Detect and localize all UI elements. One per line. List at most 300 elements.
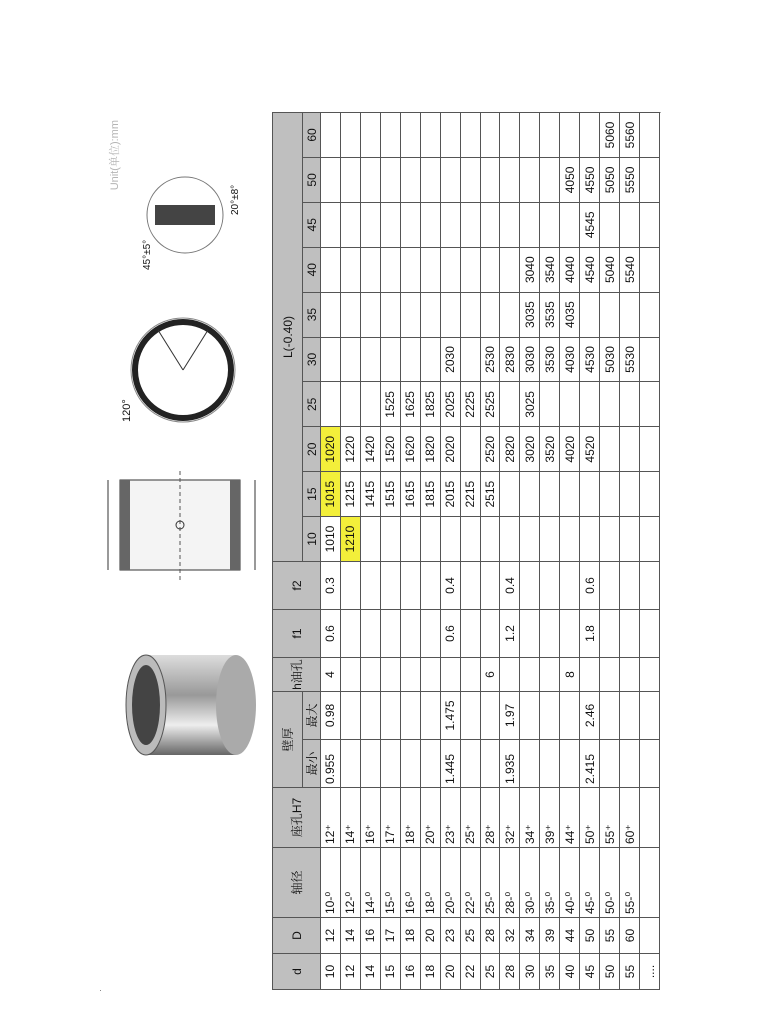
cell-L (480, 113, 500, 158)
cell-L (560, 517, 580, 562)
cell-L: 1525 (380, 382, 400, 427)
cell-L: 1420 (360, 427, 380, 472)
table-row (321, 113, 341, 990)
cell-L: 3030 (520, 337, 540, 382)
cell-L (380, 202, 400, 247)
cell-L (420, 113, 440, 158)
angle-label: 120° (121, 399, 133, 422)
cell-L (321, 382, 341, 427)
cell-L: 2520 (480, 427, 500, 472)
cell-d: 45 (580, 954, 600, 990)
cell-L: 2515 (480, 472, 500, 517)
cell-L (460, 427, 480, 472)
col-f1: f1 (273, 609, 321, 657)
cell-h (620, 657, 640, 691)
cell-d: 30 (520, 954, 540, 990)
cell-shaft: 55-⁰ (620, 848, 640, 918)
cell-wall-min: 1.935 (500, 740, 520, 788)
cell-L: 5540 (620, 247, 640, 292)
cell-L (460, 157, 480, 202)
cell-D: 20 (420, 918, 440, 954)
cell-wall-max (420, 691, 440, 739)
cell-f2 (460, 561, 480, 609)
cell-L (620, 427, 640, 472)
cell-L (460, 337, 480, 382)
table-row (480, 113, 500, 990)
cell-D: 23 (440, 918, 460, 954)
cell-L: 4550 (580, 157, 600, 202)
cell-d: 50 (600, 954, 620, 990)
col-L-35: 35 (303, 292, 321, 337)
cell-L: 2820 (500, 427, 520, 472)
cell-L: 3540 (540, 247, 560, 292)
cell-shaft: 14-⁰ (360, 848, 380, 918)
cell-D: 14 (340, 918, 360, 954)
cell-L (480, 247, 500, 292)
cell-hole: 39⁺ (540, 788, 560, 848)
cell-D (640, 918, 660, 954)
cell-L (520, 517, 540, 562)
figure-area (100, 112, 272, 990)
cell-hole: 18⁺ (400, 788, 420, 848)
cell-L (500, 202, 520, 247)
cell-L (620, 517, 640, 562)
cell-L (500, 382, 520, 427)
col-L-45: 45 (303, 202, 321, 247)
cell-L: 5530 (620, 337, 640, 382)
cell-L: 1020 (321, 427, 341, 472)
cell-d: 12 (340, 954, 360, 990)
cell-L (560, 472, 580, 517)
cell-L: 4545 (580, 202, 600, 247)
cell-L (580, 113, 600, 158)
cell-d: 20 (440, 954, 460, 990)
cell-L (480, 202, 500, 247)
cell-D: 18 (400, 918, 420, 954)
cell-L (440, 113, 460, 158)
cell-L: 2530 (480, 337, 500, 382)
cell-L (500, 517, 520, 562)
cell-L (460, 113, 480, 158)
cell-L (400, 337, 420, 382)
col-L-50: 50 (303, 157, 321, 202)
cell-L: 2015 (440, 472, 460, 517)
cell-L (640, 202, 660, 247)
cell-wall-min (520, 740, 540, 788)
cell-D: 60 (620, 918, 640, 954)
cell-d: 14 (360, 954, 380, 990)
bushing-photo (106, 625, 266, 785)
cell-L: 3040 (520, 247, 540, 292)
cell-L (321, 337, 341, 382)
chamfer-label-a: 45°±5° (142, 239, 153, 270)
cell-L (380, 157, 400, 202)
cell-wall-max (520, 691, 540, 739)
cell-wall-min (480, 740, 500, 788)
cell-D: 17 (380, 918, 400, 954)
cell-L: 1820 (420, 427, 440, 472)
cell-hole: 60⁺ (620, 788, 640, 848)
cell-L (321, 113, 341, 158)
col-L-60: 60 (303, 113, 321, 158)
cell-L (640, 472, 660, 517)
cell-D: 55 (600, 918, 620, 954)
cell-L (400, 113, 420, 158)
cell-L (640, 517, 660, 562)
cell-L: 4050 (560, 157, 580, 202)
cell-L (540, 472, 560, 517)
table-row (640, 113, 660, 990)
cell-shaft: 50-⁰ (600, 848, 620, 918)
cell-L (340, 337, 360, 382)
col-L-40: 40 (303, 247, 321, 292)
cell-L (360, 292, 380, 337)
cell-L (540, 157, 560, 202)
cell-L: 5550 (620, 157, 640, 202)
cell-L (440, 517, 460, 562)
cell-L: 2225 (460, 382, 480, 427)
col-d: d (273, 954, 321, 990)
cell-L (440, 247, 460, 292)
cell-L: 4035 (560, 292, 580, 337)
cell-hole: 28⁺ (480, 788, 500, 848)
cell-hole: 34⁺ (520, 788, 540, 848)
cell-L (520, 157, 540, 202)
cell-f2: 0.4 (500, 561, 520, 609)
cell-L (460, 292, 480, 337)
cell-wall-max (380, 691, 400, 739)
cell-L (340, 157, 360, 202)
cell-L (380, 337, 400, 382)
cell-L (321, 157, 341, 202)
cell-L: 5050 (600, 157, 620, 202)
col-wall-min: 最小 (303, 740, 321, 788)
cell-d: 18 (420, 954, 440, 990)
cell-D: 44 (560, 918, 580, 954)
cell-D: 28 (480, 918, 500, 954)
cell-h (360, 657, 380, 691)
cell-hole: 12⁺ (321, 788, 341, 848)
cell-wall-max: 1.475 (440, 691, 460, 739)
cell-L (460, 247, 480, 292)
cell-L (440, 292, 460, 337)
cell-d: 28 (500, 954, 520, 990)
table-row (540, 113, 560, 990)
cell-f2: 0.3 (321, 561, 341, 609)
cell-D: 50 (580, 918, 600, 954)
cell-L (520, 202, 540, 247)
cell-f1 (380, 609, 400, 657)
cell-hole: 20⁺ (420, 788, 440, 848)
cell-L (600, 202, 620, 247)
cell-L (360, 113, 380, 158)
cell-L (520, 113, 540, 158)
cell-L (560, 202, 580, 247)
cell-wall-min (540, 740, 560, 788)
cell-L: 4030 (560, 337, 580, 382)
cell-L: 1220 (340, 427, 360, 472)
cell-f2: 0.6 (580, 561, 600, 609)
cell-hole (640, 788, 660, 848)
cell-f1 (360, 609, 380, 657)
cell-L (640, 382, 660, 427)
cell-L (500, 113, 520, 158)
cell-L: 4040 (560, 247, 580, 292)
cell-L (420, 247, 440, 292)
cell-D: 25 (460, 918, 480, 954)
cell-L (360, 157, 380, 202)
cell-L: 1825 (420, 382, 440, 427)
cell-wall-min (620, 740, 640, 788)
cell-L (340, 382, 360, 427)
cell-shaft: 12-⁰ (340, 848, 360, 918)
spec-table (272, 112, 660, 990)
cell-f1 (600, 609, 620, 657)
cell-L (360, 247, 380, 292)
unit-label: Unit(单位):mm (109, 120, 121, 191)
cell-shaft: 40-⁰ (560, 848, 580, 918)
cell-L (620, 292, 640, 337)
cell-D: 34 (520, 918, 540, 954)
cell-L: 3520 (540, 427, 560, 472)
bushing-drawing (100, 450, 270, 600)
cell-L: 3535 (540, 292, 560, 337)
cell-hole: 55⁺ (600, 788, 620, 848)
cell-h: 8 (560, 657, 580, 691)
cell-h (500, 657, 520, 691)
cell-wall-max: 0.98 (321, 691, 341, 739)
cell-wall-max (340, 691, 360, 739)
cell-wall-max (600, 691, 620, 739)
cell-L (480, 517, 500, 562)
rotated-spec-sheet (100, 112, 660, 990)
cell-h (440, 657, 460, 691)
cell-L (440, 202, 460, 247)
cell-wall-max (620, 691, 640, 739)
cell-L: 4540 (580, 247, 600, 292)
cell-f1 (540, 609, 560, 657)
cell-L: 2215 (460, 472, 480, 517)
cell-L (420, 517, 440, 562)
cell-d: 22 (460, 954, 480, 990)
col-L-20: 20 (303, 427, 321, 472)
cell-f1 (560, 609, 580, 657)
cell-L: 3035 (520, 292, 540, 337)
col-h-oil: h油孔 (273, 657, 321, 691)
cell-d: 16 (400, 954, 420, 990)
cell-L (321, 247, 341, 292)
cell-f1 (620, 609, 640, 657)
cell-wall-max (360, 691, 380, 739)
cell-f1 (340, 609, 360, 657)
cell-L: 2525 (480, 382, 500, 427)
cell-hole: 25⁺ (460, 788, 480, 848)
cell-h (460, 657, 480, 691)
cell-wall-min (380, 740, 400, 788)
cell-d: 40 (560, 954, 580, 990)
cell-f2: 0.4 (440, 561, 460, 609)
cell-L (500, 157, 520, 202)
cell-L: 1620 (400, 427, 420, 472)
cell-L (580, 382, 600, 427)
table-row (600, 113, 620, 990)
cell-f2 (540, 561, 560, 609)
cell-h (420, 657, 440, 691)
cell-wall-max: 1.97 (500, 691, 520, 739)
cell-h (540, 657, 560, 691)
table-row (460, 113, 480, 990)
cell-wall-min (400, 740, 420, 788)
cell-L (340, 202, 360, 247)
cell-h (600, 657, 620, 691)
cell-hole: 50⁺ (580, 788, 600, 848)
cell-f1: 0.6 (321, 609, 341, 657)
bushing-section-view (108, 300, 258, 430)
cell-f2 (480, 561, 500, 609)
cell-shaft: 10-⁰ (321, 848, 341, 918)
cell-f2 (420, 561, 440, 609)
cell-f2 (560, 561, 580, 609)
cell-h: 6 (480, 657, 500, 691)
cell-L: 5060 (600, 113, 620, 158)
cell-f2 (340, 561, 360, 609)
cell-L (400, 247, 420, 292)
cell-L (640, 337, 660, 382)
chamfer-label-b: 20°±8° (230, 184, 241, 215)
cell-wall-min (420, 740, 440, 788)
col-L-30: 30 (303, 337, 321, 382)
cell-L (340, 113, 360, 158)
table-row (440, 113, 460, 990)
cell-L: 1615 (400, 472, 420, 517)
cell-L (480, 292, 500, 337)
cell-shaft: 20-⁰ (440, 848, 460, 918)
cell-L: 4530 (580, 337, 600, 382)
cell-wall-min (600, 740, 620, 788)
cell-h (640, 657, 660, 691)
cell-L (640, 157, 660, 202)
cell-L: 2030 (440, 337, 460, 382)
col-D: D (273, 918, 321, 954)
cell-hole: 16⁺ (360, 788, 380, 848)
cell-wall-min (360, 740, 380, 788)
cell-d: 25 (480, 954, 500, 990)
cell-L (640, 113, 660, 158)
col-L-15: 15 (303, 472, 321, 517)
cell-L: 4520 (580, 427, 600, 472)
cell-L: 1520 (380, 427, 400, 472)
col-L: L(-0.40) (273, 113, 303, 562)
cell-L (480, 157, 500, 202)
cell-shaft: 30-⁰ (520, 848, 540, 918)
cell-L (640, 247, 660, 292)
col-wall: 壁厚 (273, 691, 303, 787)
cell-L (380, 292, 400, 337)
cell-shaft (640, 848, 660, 918)
cell-L: 1515 (380, 472, 400, 517)
cell-L (540, 517, 560, 562)
col-f2: f2 (273, 561, 321, 609)
cell-d: .... (640, 954, 660, 990)
cell-L (321, 202, 341, 247)
cell-wall-min: 0.955 (321, 740, 341, 788)
cell-f1 (420, 609, 440, 657)
cell-h (520, 657, 540, 691)
cell-L: 3025 (520, 382, 540, 427)
cell-hole: 23⁺ (440, 788, 460, 848)
cell-wall-max (460, 691, 480, 739)
cell-L (600, 382, 620, 427)
cell-L (420, 157, 440, 202)
cell-L (500, 247, 520, 292)
cell-D: 16 (360, 918, 380, 954)
cell-L (600, 292, 620, 337)
table-row (620, 113, 640, 990)
cell-f1: 1.2 (500, 609, 520, 657)
cell-d: 15 (380, 954, 400, 990)
cell-L (580, 472, 600, 517)
cell-wall-max (400, 691, 420, 739)
cell-L (540, 113, 560, 158)
cell-L: 2830 (500, 337, 520, 382)
cell-L: 2025 (440, 382, 460, 427)
cell-hole: 32⁺ (500, 788, 520, 848)
cell-L (500, 472, 520, 517)
cell-f1 (460, 609, 480, 657)
cell-f2 (520, 561, 540, 609)
cell-L: 1015 (321, 472, 341, 517)
cell-L: 5560 (620, 113, 640, 158)
cell-f1: 0.6 (440, 609, 460, 657)
cell-L (340, 292, 360, 337)
cell-wall-max (480, 691, 500, 739)
cell-L: 2020 (440, 427, 460, 472)
cell-L (580, 292, 600, 337)
cell-L (640, 427, 660, 472)
cell-L (380, 517, 400, 562)
cell-wall-max: 2.46 (580, 691, 600, 739)
cell-wall-min (340, 740, 360, 788)
cell-shaft: 15-⁰ (380, 848, 400, 918)
cell-wall-min (560, 740, 580, 788)
table-row (560, 113, 580, 990)
cell-L (400, 517, 420, 562)
cell-hole: 14⁺ (340, 788, 360, 848)
cell-h (580, 657, 600, 691)
cell-shaft: 25-⁰ (480, 848, 500, 918)
cell-L: 3530 (540, 337, 560, 382)
cell-L (360, 517, 380, 562)
cell-L (540, 202, 560, 247)
cell-L (440, 157, 460, 202)
cell-L (420, 292, 440, 337)
cell-h (400, 657, 420, 691)
cell-f1 (480, 609, 500, 657)
cell-L (580, 517, 600, 562)
cell-L (540, 382, 560, 427)
cell-L (560, 113, 580, 158)
cell-h: 4 (321, 657, 341, 691)
spec-table-body (321, 113, 660, 990)
cell-f2 (640, 561, 660, 609)
cell-L (500, 292, 520, 337)
cell-L: 1215 (340, 472, 360, 517)
cell-wall-min: 2.415 (580, 740, 600, 788)
cell-L (460, 517, 480, 562)
cell-L (620, 382, 640, 427)
cell-L (400, 157, 420, 202)
cell-h (340, 657, 360, 691)
